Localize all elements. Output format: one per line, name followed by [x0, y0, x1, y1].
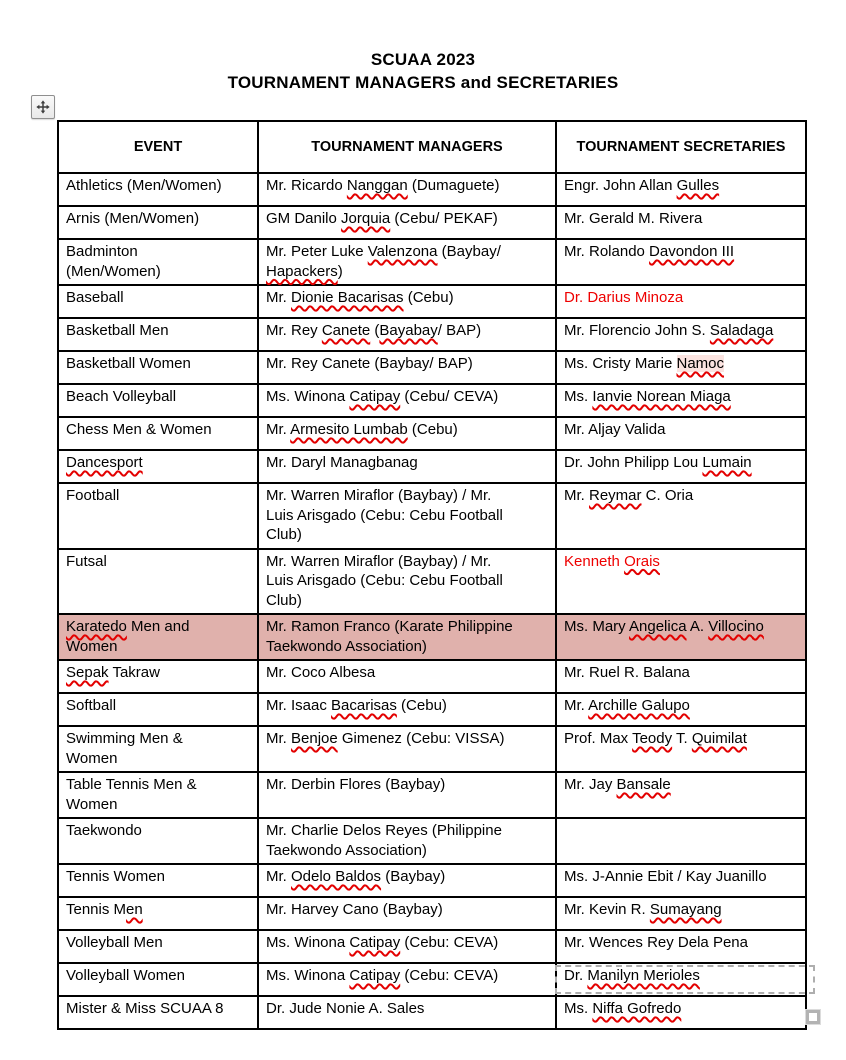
- misspelled-text: Manilyn Merioles: [587, 967, 700, 984]
- cell-text: Mr. Ricardo: [266, 177, 347, 194]
- manager-cell[interactable]: [258, 483, 556, 549]
- misspelled-text: Catipay: [349, 934, 401, 951]
- cell-text: Mr. Kevin R.: [564, 901, 650, 918]
- cell-text: Kenneth: [564, 552, 625, 570]
- cell-text: Ms. J-Annie Ebit / Kay Juanillo: [564, 868, 767, 885]
- misspelled-text: Odelo Baldos: [291, 868, 382, 885]
- misspelled-text: Orais: [624, 552, 660, 570]
- manager-cell[interactable]: [258, 351, 556, 384]
- misspelled-text: Catipay: [349, 388, 401, 405]
- secretary-cell[interactable]: [556, 483, 806, 549]
- cell-text: Swimming Men &: [66, 730, 183, 747]
- cell-text: C. Oria: [641, 487, 694, 504]
- cell-text: Ms. Winona: [266, 934, 350, 951]
- cell-text: Taekwondo Association): [266, 841, 427, 859]
- cell-text: Mr. Rolando: [564, 243, 650, 260]
- table-row: [58, 549, 806, 615]
- cell-text: Prof. Max: [564, 730, 633, 747]
- cell-text: (Cebu): [407, 421, 458, 438]
- cell-text: Beach Volleyball: [66, 388, 177, 405]
- event-cell[interactable]: [58, 483, 258, 549]
- table-row: [58, 897, 806, 930]
- misspelled-text: Saladaga: [709, 322, 774, 339]
- cell-text: (Cebu): [396, 697, 447, 714]
- cell-text: Mr. Daryl Managbanag: [266, 454, 418, 471]
- table-header-row: [58, 121, 806, 173]
- table-move-handle[interactable]: [31, 95, 55, 119]
- event-cell[interactable]: [58, 417, 258, 450]
- cell-text: Ms.: [564, 388, 593, 405]
- table-row: [58, 285, 806, 318]
- title-line-1: SCUAA 2023: [370, 50, 476, 69]
- event-cell[interactable]: [58, 318, 258, 351]
- misspelled-text: Gulles: [676, 177, 720, 194]
- event-cell[interactable]: [58, 726, 258, 772]
- event-cell[interactable]: [58, 351, 258, 384]
- secretary-cell[interactable]: [556, 206, 806, 239]
- misspelled-text: Archille Galupo: [588, 697, 690, 714]
- cell-text: Mr. Rey Canete (Baybay/ BAP): [266, 355, 473, 372]
- table-row: [58, 996, 806, 1029]
- table-row: [58, 318, 806, 351]
- misspelled-text: Lumain: [702, 454, 752, 471]
- manager-cell[interactable]: [258, 285, 556, 318]
- cell-text: Club): [266, 526, 302, 543]
- cell-text: Men and: [126, 618, 190, 635]
- move-cross-icon: [35, 99, 51, 115]
- event-cell[interactable]: [58, 239, 258, 285]
- misspelled-text: Teody: [632, 730, 673, 747]
- misspelled-text: Jorquia: [341, 210, 391, 227]
- secretary-cell[interactable]: [556, 726, 806, 772]
- table-row: [58, 483, 806, 549]
- cell-text: Baseball: [66, 289, 124, 306]
- cell-text: (Cebu): [403, 289, 454, 306]
- misspelled-text: Ianvie Norean Miaga: [592, 388, 731, 405]
- misspelled-text: Armesito Lumbab: [290, 421, 408, 438]
- event-cell[interactable]: [58, 693, 258, 726]
- event-cell[interactable]: [58, 772, 258, 818]
- misspelled-text: Nanggan: [346, 177, 408, 194]
- cell-text: Volleyball Women: [66, 967, 185, 984]
- table-row: [58, 614, 806, 660]
- cell-text: Dr. Jude Nonie A. Sales: [266, 1000, 425, 1017]
- event-cell[interactable]: [58, 660, 258, 693]
- cell-text: Softball: [66, 697, 117, 714]
- misspelled-text: Dancesport: [66, 454, 143, 471]
- manager-cell[interactable]: [258, 549, 556, 615]
- cell-text: Volleyball Men: [66, 934, 163, 951]
- cell-text: A.: [686, 618, 709, 635]
- table-resize-handle[interactable]: [806, 1010, 820, 1024]
- cell-text: (: [370, 322, 380, 339]
- manager-cell[interactable]: [258, 206, 556, 239]
- cell-text: Mr. Charlie Delos Reyes (Philippine: [266, 822, 502, 839]
- manager-cell[interactable]: [258, 660, 556, 693]
- cell-text: Mister & Miss SCUAA 8: [66, 1000, 224, 1017]
- secretary-cell[interactable]: [556, 417, 806, 450]
- misspelled-text: Catipay: [349, 967, 401, 984]
- cell-text: Luis Arisgado (Cebu: Cebu Football: [266, 506, 503, 524]
- table-row: [58, 450, 806, 483]
- cell-text: Athletics (Men/Women): [66, 177, 222, 194]
- cell-text: Futsal: [66, 552, 107, 570]
- cell-text: Mr.: [564, 697, 589, 714]
- misspelled-text: Bansale: [616, 776, 671, 793]
- cell-text: Mr. Gerald M. Rivera: [564, 210, 703, 227]
- cell-text: Mr.: [564, 487, 589, 504]
- event-cell[interactable]: [58, 930, 258, 963]
- secretary-cell[interactable]: [556, 384, 806, 417]
- secretary-cell[interactable]: [556, 614, 806, 660]
- misspelled-text: Bayabay: [379, 322, 438, 339]
- manager-cell[interactable]: [258, 963, 556, 996]
- secretary-cell[interactable]: [556, 173, 806, 206]
- misspelled-text: Niffa Gofredo: [592, 1000, 682, 1017]
- misspelled-text: Reymar: [589, 487, 642, 504]
- cell-text: Mr. Ramon Franco (Karate Philippine: [266, 618, 513, 635]
- cell-text: Ms.: [564, 1000, 593, 1017]
- secretary-cell[interactable]: [556, 693, 806, 726]
- manager-cell[interactable]: [258, 693, 556, 726]
- cell-text: Gimenez (Cebu: VISSA): [337, 730, 505, 747]
- event-cell[interactable]: [58, 818, 258, 864]
- secretary-cell[interactable]: [556, 239, 806, 285]
- table-row: [58, 417, 806, 450]
- cell-text: Chess Men & Women: [66, 421, 212, 438]
- secretary-cell[interactable]: [556, 864, 806, 897]
- event-cell[interactable]: [58, 864, 258, 897]
- manager-cell[interactable]: [258, 173, 556, 206]
- table-row: [58, 693, 806, 726]
- manager-cell[interactable]: [258, 239, 556, 285]
- secretary-cell[interactable]: [556, 549, 806, 615]
- cell-text: Mr. Warren Miraflor (Baybay) / Mr.: [266, 487, 492, 504]
- table-row: [58, 726, 806, 772]
- misspelled-text: Karatedo: [66, 618, 127, 635]
- misspelled-text: Davondon III: [649, 243, 735, 260]
- cell-text: T.: [672, 730, 692, 747]
- cell-text: Badminton: [66, 243, 138, 260]
- cell-text: Mr. Jay: [564, 776, 617, 793]
- cell-text: Football: [66, 487, 120, 504]
- cell-text: Club): [266, 591, 302, 609]
- table-row: [58, 660, 806, 693]
- event-cell[interactable]: [58, 549, 258, 615]
- cell-text: Engr. John Allan: [564, 177, 677, 194]
- manager-cell[interactable]: [258, 864, 556, 897]
- cell-text: Dr. Darius Minoza: [564, 289, 684, 306]
- cell-text: Tennis M: [66, 901, 127, 918]
- secretary-cell[interactable]: [556, 963, 806, 996]
- cell-text: Mr. Harvey Cano (Baybay): [266, 901, 443, 918]
- cell-text: Mr.: [266, 289, 291, 306]
- event-cell[interactable]: [58, 384, 258, 417]
- cell-text: Basketball Women: [66, 355, 191, 372]
- secretary-cell[interactable]: [556, 660, 806, 693]
- table-row: [58, 772, 806, 818]
- header-event[interactable]: EVENT: [58, 121, 258, 173]
- cell-text: Women: [66, 795, 118, 813]
- event-cell[interactable]: [58, 285, 258, 318]
- manager-cell[interactable]: [258, 318, 556, 351]
- cell-text: Mr. Peter Luke: [266, 243, 368, 260]
- event-cell[interactable]: [58, 897, 258, 930]
- title-line-2: TOURNAMENT MANAGERS and SECRETARIES: [227, 73, 619, 92]
- event-cell[interactable]: [58, 963, 258, 996]
- secretary-cell[interactable]: [556, 996, 806, 1029]
- cell-text: Mr. Isaac: [266, 697, 332, 714]
- manager-cell[interactable]: [258, 996, 556, 1029]
- event-cell[interactable]: [58, 206, 258, 239]
- misspelled-text: Villocino: [708, 618, 764, 635]
- manager-cell[interactable]: [258, 930, 556, 963]
- cell-text: (Cebu/ CEVA): [400, 388, 499, 405]
- cell-text: (Baybay): [381, 868, 446, 885]
- cell-text: Takraw: [108, 664, 160, 681]
- cell-text: Mr. Florencio John S.: [564, 322, 710, 339]
- cell-text: Table Tennis Men &: [66, 776, 197, 793]
- secretary-cell[interactable]: [556, 818, 806, 864]
- event-cell[interactable]: [58, 996, 258, 1029]
- secretary-cell[interactable]: [556, 897, 806, 930]
- cell-text: GM Danilo: [266, 210, 342, 227]
- cell-text: (Cebu/ PEKAF): [390, 210, 498, 227]
- cell-text: Mr.: [266, 868, 291, 885]
- cell-text: Mr. Aljay Valida: [564, 421, 666, 438]
- cell-text: Women: [66, 637, 118, 655]
- table-row: [58, 963, 806, 996]
- misspelled-text: Angelica: [629, 618, 687, 635]
- secretary-cell[interactable]: [556, 930, 806, 963]
- manager-cell[interactable]: [258, 818, 556, 864]
- cell-text: Ms. Winona: [266, 388, 350, 405]
- table-row: [58, 864, 806, 897]
- cell-text: Ms. Winona: [266, 967, 350, 984]
- cell-text: Tennis Women: [66, 868, 165, 885]
- table-row: [58, 818, 806, 864]
- cell-text: Luis Arisgado (Cebu: Cebu Football: [266, 572, 503, 589]
- event-cell[interactable]: [58, 614, 258, 660]
- misspelled-text: Valenzona: [367, 243, 438, 260]
- cell-text: (Cebu: CEVA): [400, 967, 499, 984]
- misspelled-text: en: [126, 901, 143, 918]
- secretary-cell[interactable]: [556, 450, 806, 483]
- cell-text: Taekwondo Association): [266, 637, 427, 655]
- document-title: [0, 48, 846, 94]
- cell-text: Ms. Cristy Marie: [564, 355, 677, 372]
- misspelled-text: Canete: [321, 322, 371, 339]
- cell-text: Mr. Coco Albesa: [266, 664, 376, 681]
- table-row: [58, 206, 806, 239]
- cell-text: Basketball Men: [66, 322, 169, 339]
- table-row: [58, 351, 806, 384]
- cell-text: Women: [66, 749, 118, 767]
- misspelled-text: Sumayang: [649, 901, 722, 918]
- header-secretaries[interactable]: TOURNAMENT SECRETARIES: [556, 121, 806, 173]
- cell-text: (Cebu: CEVA): [400, 934, 499, 951]
- cell-text: Mr. Warren Miraflor (Baybay) / Mr.: [266, 552, 492, 570]
- cell-text: (Dumaguete): [407, 177, 500, 194]
- secretary-cell[interactable]: [556, 285, 806, 318]
- misspelled-text: Benjoe: [291, 730, 338, 747]
- cell-text: Mr. Rey: [266, 322, 322, 339]
- secretary-cell[interactable]: [556, 772, 806, 818]
- cell-text: Arnis (Men/Women): [66, 210, 200, 227]
- misspelled-text: Hapackers: [266, 262, 338, 280]
- cell-text: ): [337, 262, 343, 280]
- table-row: [58, 384, 806, 417]
- cell-text: Mr.: [266, 730, 291, 747]
- misspelled-text: Sepak: [66, 664, 109, 681]
- manager-cell[interactable]: [258, 726, 556, 772]
- cell-text: Mr. Wences Rey Dela Pena: [564, 934, 748, 951]
- event-cell[interactable]: [58, 450, 258, 483]
- table-row: [58, 173, 806, 206]
- cell-text: (Men/Women): [66, 262, 161, 280]
- table-row: [58, 930, 806, 963]
- manager-cell[interactable]: [258, 450, 556, 483]
- cell-text: (Baybay/: [437, 243, 501, 260]
- managers-secretaries-table: [57, 120, 807, 1030]
- manager-cell[interactable]: [258, 384, 556, 417]
- cell-text: Mr. Derbin Flores (Baybay): [266, 776, 446, 793]
- secretary-cell[interactable]: [556, 318, 806, 351]
- cell-text: Dr. John Philipp Lou: [564, 454, 703, 471]
- table-row: [58, 239, 806, 285]
- misspelled-text: Bacarisas: [331, 697, 397, 714]
- event-cell[interactable]: [58, 173, 258, 206]
- misspelled-text: Quimilat: [691, 730, 747, 747]
- cell-text: Mr.: [266, 421, 291, 438]
- manager-cell[interactable]: [258, 897, 556, 930]
- header-managers[interactable]: TOURNAMENT MANAGERS: [258, 121, 556, 173]
- misspelled-text: Dionie Bacarisas: [291, 289, 404, 306]
- manager-cell[interactable]: [258, 772, 556, 818]
- cell-text: / BAP): [437, 322, 482, 339]
- cell-text: Taekwondo: [66, 822, 142, 839]
- cell-text: Dr.: [564, 967, 588, 984]
- misspelled-text: Namoc: [676, 355, 725, 372]
- cell-text: Ms. Mary: [564, 618, 630, 635]
- cell-text: Mr. Ruel R. Balana: [564, 664, 690, 681]
- manager-cell[interactable]: [258, 614, 556, 660]
- manager-cell[interactable]: [258, 417, 556, 450]
- secretary-cell[interactable]: [556, 351, 806, 384]
